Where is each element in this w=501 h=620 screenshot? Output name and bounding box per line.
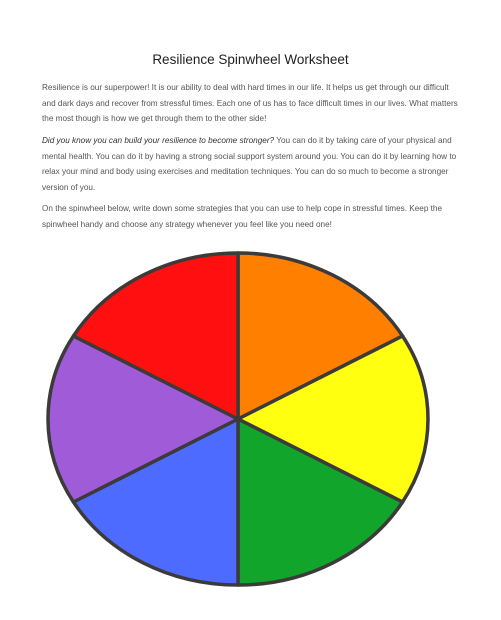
spinwheel — [40, 248, 436, 596]
intro-paragraph: Resilience is our superpower! It is our ability to deal with hard times in our life. It helps us get through our difficult and dark days and recover from stressful times. Each one of us has to face difficult times in our lives. What matters the most though is how we get through them to the other side! — [42, 83, 458, 124]
page-title: Resilience Spinwheel Worksheet — [152, 52, 349, 67]
instructions-paragraph: On the spinwheel below, write down some strategies that you can use to help cope in stressful times. Keep the spinwheel handy and choose any strategy whenever you feel like you need one! — [42, 204, 443, 229]
build-resilience-text: You can do it by taking care of your physical and mental health. You can do it by having a strong social support system around you. You can do it by learning how to relax your mind and body using exercises and meditation techniques. You can do so much to become a stronger version of you. — [42, 136, 457, 193]
build-resilience-paragraph — [42, 133, 460, 196]
emphasis-question: Did you know you can build your resilience to become stronger? — [42, 136, 275, 145]
